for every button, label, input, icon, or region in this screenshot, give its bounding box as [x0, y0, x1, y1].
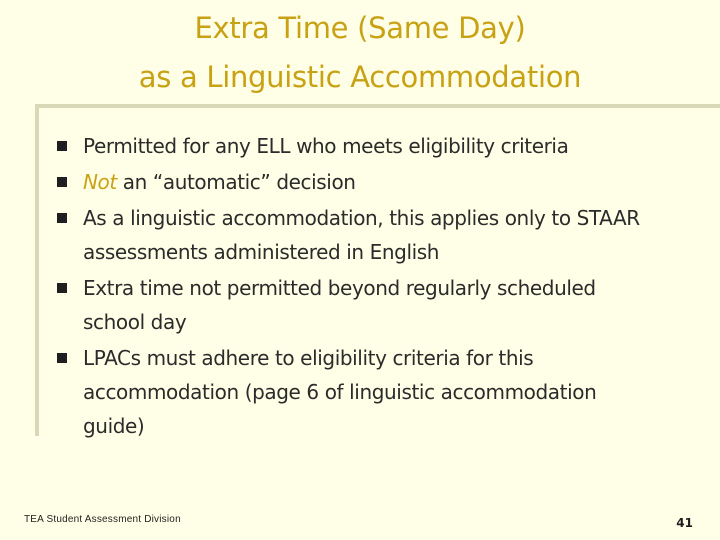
bullet-marker: [57, 353, 67, 363]
bullet-text: guide): [83, 414, 145, 438]
bullet-text-line: [83, 375, 703, 409]
bullet-text-line: [83, 271, 703, 305]
bullet-text: LPACs must adhere to eligibility criteria for this: [83, 346, 534, 370]
page-number: 41: [676, 516, 693, 530]
bullet-marker: [57, 283, 67, 293]
bullet-text: an “automatic” decision: [116, 170, 356, 194]
bullet-text: school day: [83, 310, 187, 334]
slide-title-line-1: Extra Time (Same Day): [194, 11, 526, 45]
bullet-text: assessments administered in English: [83, 240, 440, 264]
bullet-text-line: [83, 235, 703, 269]
bullet-text-line: [83, 201, 703, 235]
emphasis-text: Not: [83, 170, 117, 194]
slide-title-line-2: as a Linguistic Accommodation: [138, 60, 582, 94]
bullet-text-line: [83, 341, 703, 375]
bullet-text: Extra time not permitted beyond regularly scheduled: [83, 276, 596, 300]
bullet-text: Permitted for any ELL who meets eligibility criteria: [83, 134, 569, 158]
bullet-text: As a linguistic accommodation, this applies only to STAAR: [83, 206, 640, 230]
bullet-text-line: [83, 129, 703, 163]
bullet-text-line: [83, 409, 703, 443]
bullet-marker: [57, 213, 67, 223]
footer-organization: TEA Student Assessment Division: [24, 514, 181, 525]
bullet-text: accommodation (page 6 of linguistic accommodation: [83, 380, 597, 404]
bullet-text-line: [83, 305, 703, 339]
bullet-marker: [57, 177, 67, 187]
bullet-text-line: [83, 165, 703, 199]
bullet-marker: [57, 141, 67, 151]
